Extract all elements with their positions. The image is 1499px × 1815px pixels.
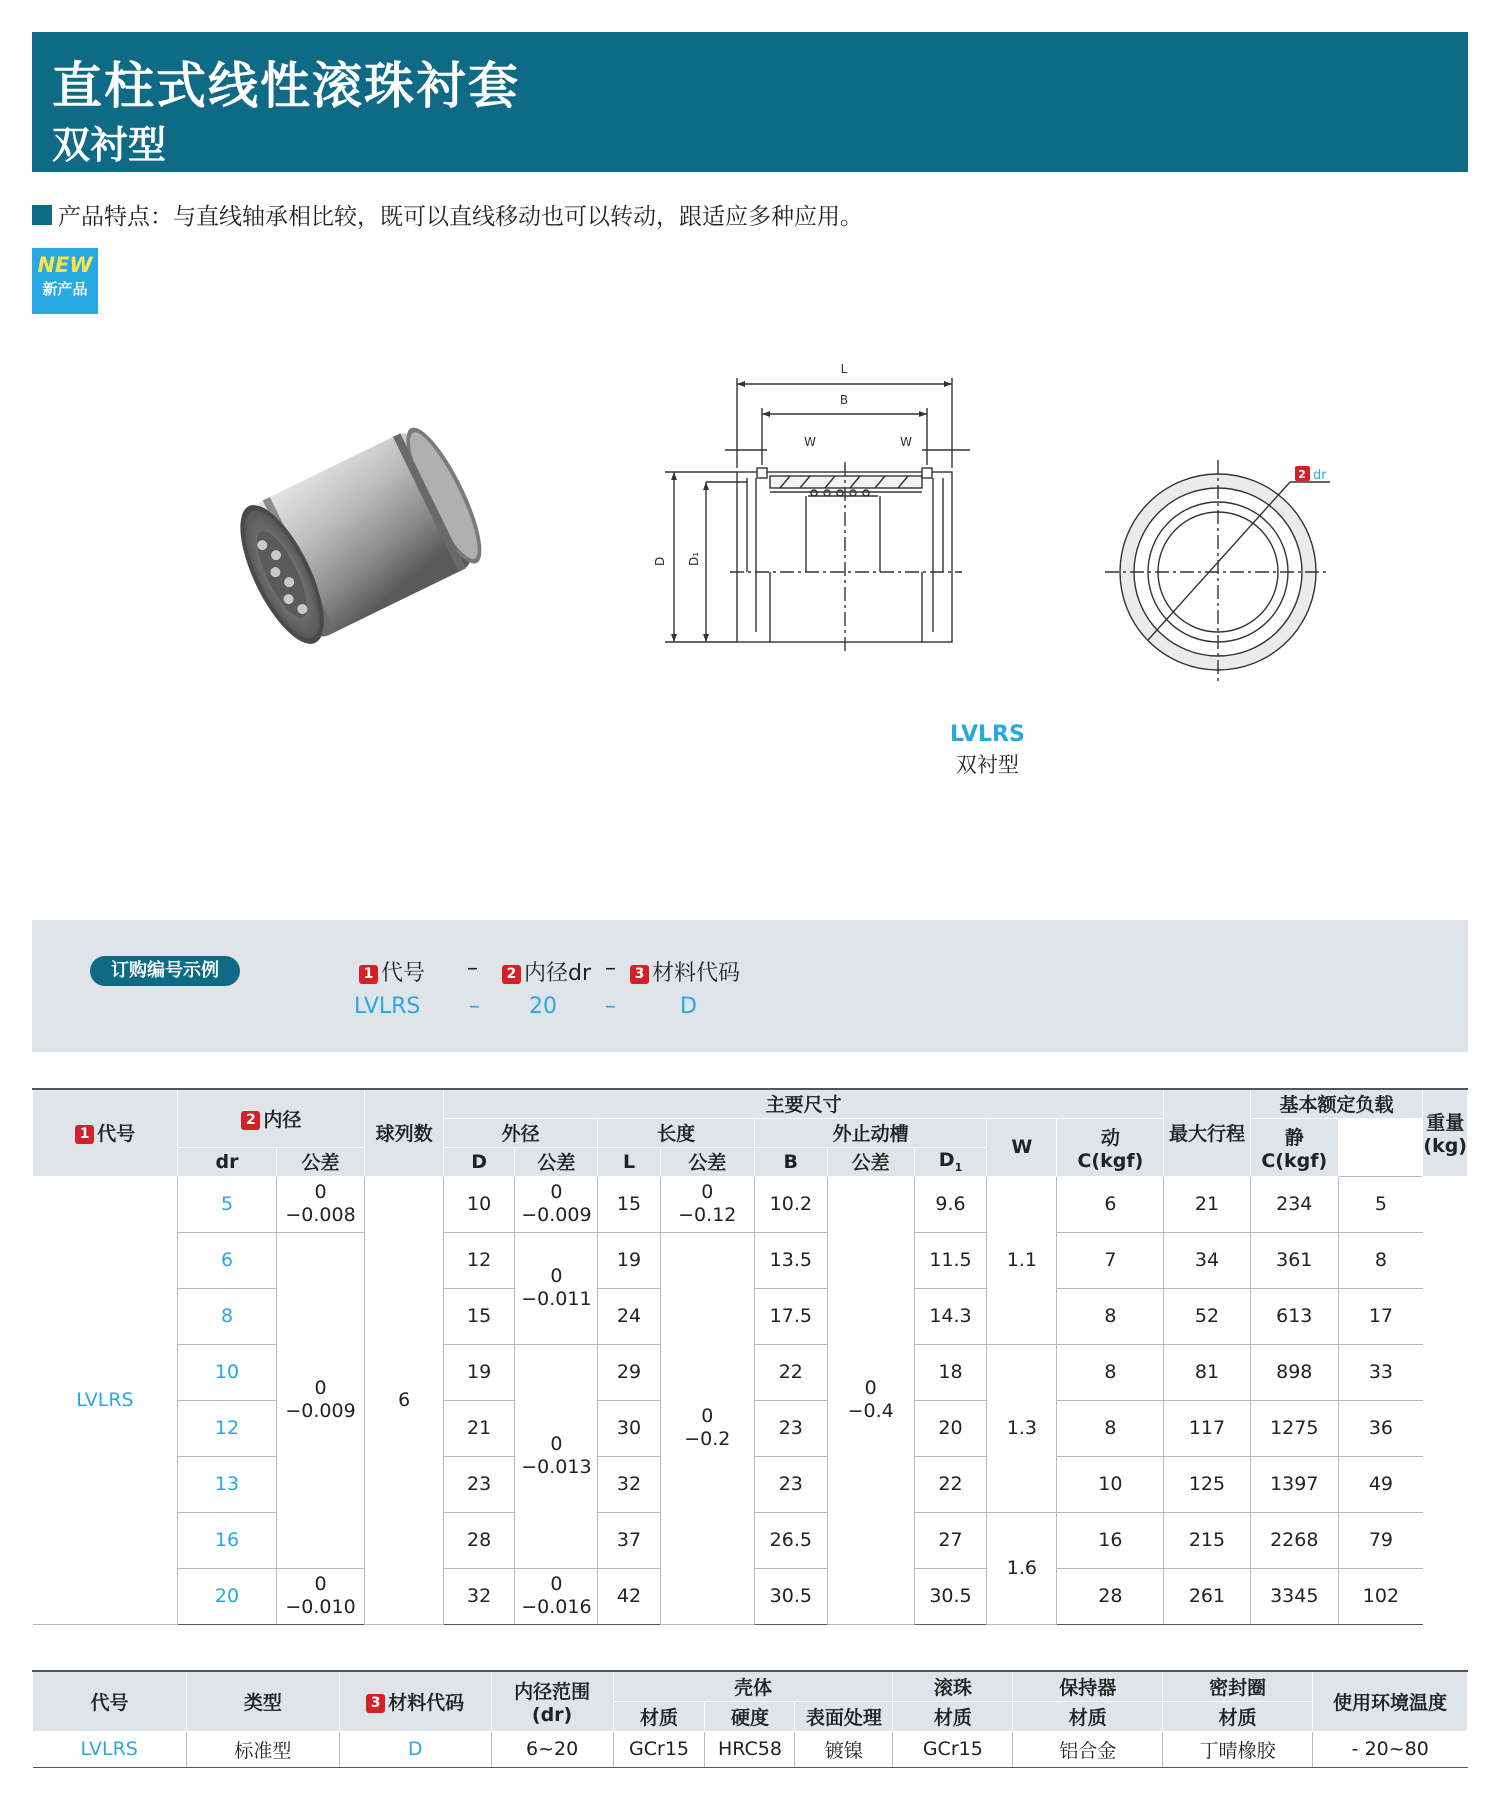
spec-header-code: 1 代号: [33, 1089, 178, 1176]
spec-B: 10.2: [754, 1176, 827, 1232]
spec-dyn: 34: [1164, 1232, 1250, 1288]
spec-B: 23: [754, 1400, 827, 1456]
spec-header-load: 基本额定负载: [1250, 1089, 1423, 1118]
spec-B: 22: [754, 1344, 827, 1400]
spec-weight: 33: [1338, 1344, 1422, 1400]
spec-dr: 10: [178, 1344, 276, 1400]
spec-D: 10: [443, 1176, 514, 1232]
mat-type: 标准型: [186, 1731, 339, 1767]
dim-B-label: B: [839, 393, 849, 407]
spec-header-static: 静 C(kgf): [1250, 1118, 1338, 1176]
mat-shell-mat: GCr15: [613, 1731, 705, 1767]
spec-D1: 14.3: [914, 1288, 987, 1344]
spec-header-main: 主要尺寸: [443, 1089, 1163, 1118]
new-badge-label: NEW: [37, 253, 93, 277]
spec-dr: 6: [178, 1232, 276, 1288]
spec-header-inner: 2 内径: [178, 1089, 365, 1147]
spec-D: 12: [443, 1232, 514, 1288]
square-bullet-icon: [32, 205, 52, 225]
feature-line: [32, 198, 863, 231]
spec-header-dynamic: 动 C(kgf): [1057, 1118, 1164, 1176]
caption-code: LVLRS: [950, 722, 1025, 747]
spec-header-W: W: [987, 1118, 1057, 1176]
mat-temp: - 20~80: [1313, 1731, 1468, 1767]
table-row: [33, 1176, 1468, 1232]
spec-D: 21: [443, 1400, 514, 1456]
spec-sta: 2268: [1250, 1512, 1338, 1568]
spec-weight: 8: [1338, 1232, 1422, 1288]
spec-header-balls: 球列数: [365, 1089, 444, 1176]
spec-D: 19: [443, 1344, 514, 1400]
order-example-panel: [32, 920, 1468, 1052]
spec-L: 37: [598, 1512, 660, 1568]
order-dash-4: –: [605, 994, 616, 1019]
spec-dyn: 117: [1164, 1400, 1250, 1456]
mat-header-matcode: 3 材料代码: [339, 1671, 491, 1731]
dim-W-left-label: W: [804, 435, 816, 449]
mat-ball-mat: GCr15: [893, 1731, 1013, 1767]
spec-dr: 13: [178, 1456, 276, 1512]
page-title: 直柱式线性滚珠衬套: [52, 57, 520, 115]
spec-D: 23: [443, 1456, 514, 1512]
table-row: [33, 1232, 1468, 1288]
order-label-material: 3 材料代码: [630, 956, 740, 987]
spec-header-groove: 外止动槽: [754, 1118, 986, 1147]
product-photo: [228, 420, 498, 650]
spec-D1: 11.5: [914, 1232, 987, 1288]
mat-header-retainer-mat: 材质: [1013, 1701, 1163, 1731]
spec-stroke: 28: [1057, 1568, 1164, 1624]
spec-D: 28: [443, 1512, 514, 1568]
mat-header-ball: 滚珠: [893, 1671, 1013, 1701]
order-example-pill: 订购编号示例: [90, 956, 240, 986]
spec-stroke: 8: [1057, 1344, 1164, 1400]
spec-dr-tol: 0 −0.008: [276, 1176, 365, 1232]
spec-stroke: 6: [1057, 1176, 1164, 1232]
spec-sta: 1397: [1250, 1456, 1338, 1512]
spec-dr: 12: [178, 1400, 276, 1456]
mat-header-seal-mat: 材质: [1163, 1701, 1313, 1731]
spec-sta: 898: [1250, 1344, 1338, 1400]
spec-header-dr: dr: [178, 1147, 276, 1176]
spec-header-L: L: [598, 1147, 660, 1176]
dim-W-right-label: W: [900, 435, 912, 449]
spec-header-length: 长度: [598, 1118, 754, 1147]
spec-B-tol: 0 −0.4: [827, 1176, 914, 1624]
spec-D-tol: 0 −0.011: [515, 1232, 598, 1344]
spec-stroke: 8: [1057, 1400, 1164, 1456]
spec-dyn: 81: [1164, 1344, 1250, 1400]
spec-D1: 9.6: [914, 1176, 987, 1232]
order-label-dr: 2 内径dr: [502, 956, 591, 987]
table-row: [33, 1731, 1468, 1767]
order-value-code: LVLRS: [354, 994, 421, 1019]
spec-D1: 18: [914, 1344, 987, 1400]
mat-surface: 镀镍: [795, 1731, 893, 1767]
order-dash-2: –: [605, 956, 616, 981]
spec-D1: 20: [914, 1400, 987, 1456]
spec-stroke: 16: [1057, 1512, 1164, 1568]
spec-D: 15: [443, 1288, 514, 1344]
spec-B: 26.5: [754, 1512, 827, 1568]
spec-header-outer: 外径: [443, 1118, 598, 1147]
spec-D1: 22: [914, 1456, 987, 1512]
mat-code: LVLRS: [33, 1731, 187, 1767]
spec-dr-tol: 0 −0.009: [276, 1232, 365, 1568]
spec-W: 1.3: [987, 1344, 1057, 1512]
mat-header-type: 类型: [186, 1671, 339, 1731]
spec-sta: 1275: [1250, 1400, 1338, 1456]
mat-header-code: 代号: [33, 1671, 187, 1731]
spec-D-tol: 0 −0.016: [515, 1568, 598, 1624]
spec-L: 15: [598, 1176, 660, 1232]
spec-D: 32: [443, 1568, 514, 1624]
drawing-caption: [950, 722, 1025, 779]
spec-sta: 613: [1250, 1288, 1338, 1344]
spec-dyn: 215: [1164, 1512, 1250, 1568]
spec-B: 30.5: [754, 1568, 827, 1624]
page-subtitle: 双衬型: [52, 123, 167, 167]
spec-weight: 5: [1338, 1176, 1422, 1232]
spec-D1: 30.5: [914, 1568, 987, 1624]
mat-retainer-mat: 铝合金: [1013, 1731, 1163, 1767]
new-badge-sublabel: 新产品: [42, 280, 88, 298]
spec-dyn: 125: [1164, 1456, 1250, 1512]
spec-stroke: 8: [1057, 1288, 1164, 1344]
spec-dr: 16: [178, 1512, 276, 1568]
spec-D-tol: 0 −0.009: [515, 1176, 598, 1232]
spec-sta: 361: [1250, 1232, 1338, 1288]
spec-header-D1: $D_1$: [914, 1147, 987, 1176]
mat-header-range: 内径范围 (dr): [491, 1671, 613, 1731]
spec-dr-tol: 0 −0.010: [276, 1568, 365, 1624]
mat-header-seal: 密封圈: [1163, 1671, 1313, 1701]
spec-L: 29: [598, 1344, 660, 1400]
spec-header-dr-tol: 公差: [276, 1147, 365, 1176]
technical-drawing: [630, 350, 1350, 700]
spec-L: 19: [598, 1232, 660, 1288]
mat-hardness: HRC58: [705, 1731, 795, 1767]
mat-header-surface: 表面处理: [795, 1701, 893, 1731]
spec-D-tol: 0 −0.013: [515, 1344, 598, 1568]
spec-header-stroke: 最大行程: [1164, 1089, 1250, 1176]
spec-header-B-tol: 公差: [827, 1147, 914, 1176]
spec-dyn: 21: [1164, 1176, 1250, 1232]
spec-weight: 36: [1338, 1400, 1422, 1456]
dim-L-label: L: [840, 362, 848, 376]
mat-header-retainer: 保持器: [1013, 1671, 1163, 1701]
spec-B: 13.5: [754, 1232, 827, 1288]
feature-text: 产品特点：与直线轴承相比较，既可以直线移动也可以转动，跟适应多种应用。: [58, 204, 863, 230]
spec-header-L-tol: 公差: [660, 1147, 754, 1176]
material-table: [32, 1670, 1468, 1768]
spec-dyn: 261: [1164, 1568, 1250, 1624]
spec-L: 32: [598, 1456, 660, 1512]
mat-matcode: D: [339, 1731, 491, 1767]
order-dash-1: –: [467, 956, 478, 981]
mat-header-ball-mat: 材质: [893, 1701, 1013, 1731]
spec-W: 1.1: [987, 1176, 1057, 1344]
spec-W: 1.6: [987, 1512, 1057, 1624]
spec-sta: 234: [1250, 1176, 1338, 1232]
spec-header-D-tol: 公差: [515, 1147, 598, 1176]
spec-B: 23: [754, 1456, 827, 1512]
order-label-code: 1 代号: [359, 956, 425, 987]
order-dash-3: –: [469, 994, 480, 1019]
dim-D-label: D: [653, 556, 667, 566]
spec-weight: 49: [1338, 1456, 1422, 1512]
spec-code-cell: LVLRS: [33, 1176, 178, 1624]
spec-dr: 5: [178, 1176, 276, 1232]
spec-L-tol: 0 −0.2: [660, 1232, 754, 1624]
spec-weight: 79: [1338, 1512, 1422, 1568]
spec-B: 17.5: [754, 1288, 827, 1344]
spec-stroke: 10: [1057, 1456, 1164, 1512]
spec-table: [32, 1088, 1468, 1625]
mat-range: 6~20: [491, 1731, 613, 1767]
spec-header-weight: 重量 (kg): [1423, 1089, 1468, 1176]
spec-weight: 102: [1338, 1568, 1422, 1624]
order-value-dr: 20: [529, 994, 557, 1019]
spec-D1: 27: [914, 1512, 987, 1568]
mat-header-temp: 使用环境温度: [1313, 1671, 1468, 1731]
spec-L-tol: 0 −0.12: [660, 1176, 754, 1232]
spec-L: 24: [598, 1288, 660, 1344]
spec-sta: 3345: [1250, 1568, 1338, 1624]
new-product-badge: [32, 248, 98, 314]
mat-header-hardness: 硬度: [705, 1701, 795, 1731]
dr-callout-number: 2: [1298, 468, 1306, 481]
spec-dr: 8: [178, 1288, 276, 1344]
mat-seal-mat: 丁晴橡胶: [1163, 1731, 1313, 1767]
spec-L: 42: [598, 1568, 660, 1624]
mat-header-shell-mat: 材质: [613, 1701, 705, 1731]
page-header: [32, 32, 1468, 172]
spec-L: 30: [598, 1400, 660, 1456]
spec-header-B: B: [754, 1147, 827, 1176]
spec-stroke: 7: [1057, 1232, 1164, 1288]
dim-D1-label: D₁: [687, 551, 701, 566]
caption-type: 双衬型: [955, 753, 1019, 777]
spec-balls-cell: 6: [365, 1176, 444, 1624]
spec-header-D: D: [443, 1147, 514, 1176]
spec-dr: 20: [178, 1568, 276, 1624]
order-value-material: D: [680, 994, 697, 1019]
mat-header-shell: 壳体: [613, 1671, 893, 1701]
spec-dyn: 52: [1164, 1288, 1250, 1344]
spec-weight: 17: [1338, 1288, 1422, 1344]
dr-callout-label: dr: [1313, 468, 1327, 483]
